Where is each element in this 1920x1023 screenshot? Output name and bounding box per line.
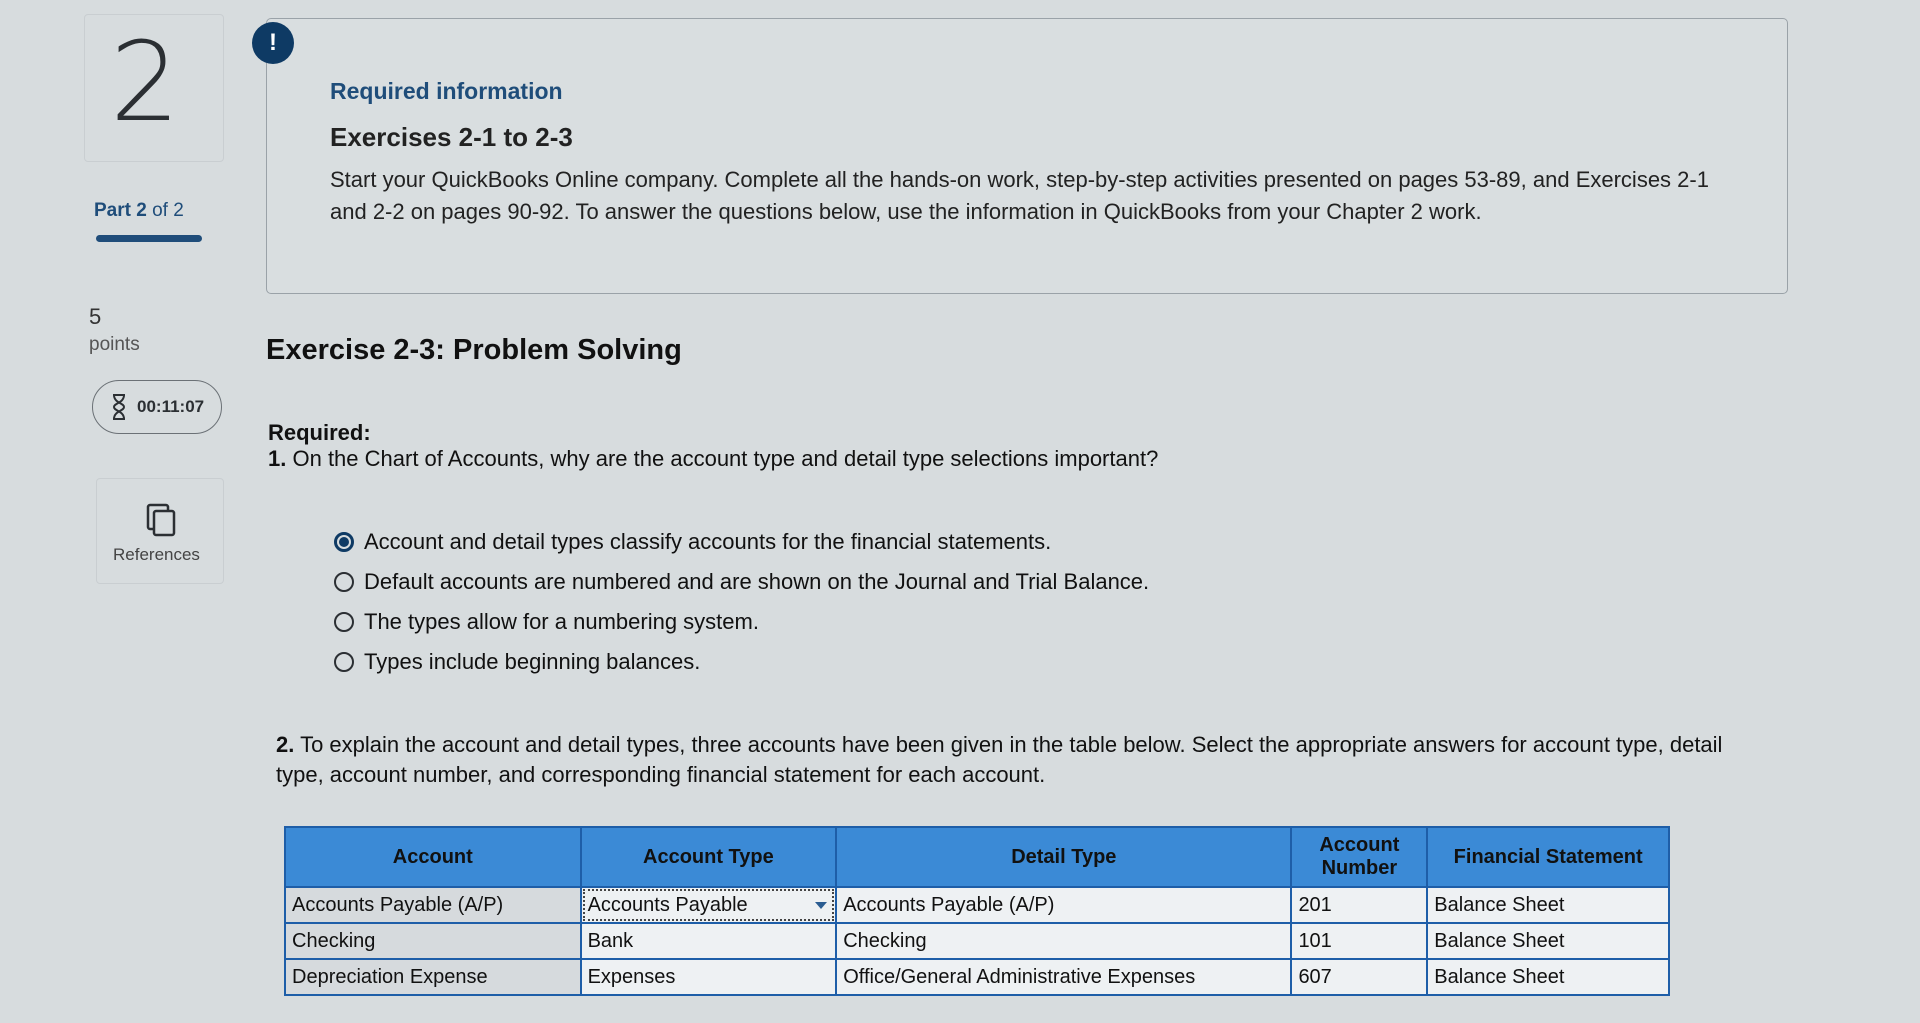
question-1-number: 1. xyxy=(268,446,287,471)
table-row xyxy=(285,959,1669,995)
answer-options xyxy=(334,522,1149,682)
header-account-type: Account Type xyxy=(581,827,837,887)
financial-statement-select[interactable]: Balance Sheet xyxy=(1427,923,1669,959)
detail-type-select[interactable]: Checking xyxy=(836,923,1291,959)
financial-statement-select[interactable]: Balance Sheet xyxy=(1427,887,1669,923)
exercises-title: Exercises 2-1 to 2-3 xyxy=(330,122,573,152)
cell-account: Depreciation Expense xyxy=(285,959,581,995)
info-text: Start your QuickBooks Online company. Complete all the hands-on work, step-by-step activities presented on pages 53-89, and Exercises 2-1 and 2-2 on pages 90-92. To answer the questions below, use the information in QuickBooks from your Chapter 2 work. xyxy=(330,167,1709,224)
part-progress-bar xyxy=(96,235,202,242)
detail-type-select[interactable]: Office/General Administrative Expenses xyxy=(836,959,1291,995)
accounts-table xyxy=(284,826,1670,996)
points-label: points xyxy=(89,334,140,355)
cell-account: Accounts Payable (A/P) xyxy=(285,887,581,923)
question-rail xyxy=(0,0,240,1023)
radio-icon[interactable] xyxy=(334,572,354,592)
account-type-select[interactable]: Expenses xyxy=(581,959,837,995)
hourglass-icon xyxy=(111,394,127,420)
question-1 xyxy=(268,446,1158,472)
detail-type-select[interactable]: Accounts Payable (A/P) xyxy=(836,887,1291,923)
question-2-number: 2. xyxy=(276,732,295,757)
cell-account: Checking xyxy=(285,923,581,959)
question-2 xyxy=(276,730,1746,790)
radio-icon[interactable] xyxy=(334,612,354,632)
timer-button[interactable] xyxy=(92,380,222,434)
account-type-value: Accounts Payable xyxy=(587,893,748,916)
header-account: Account xyxy=(285,827,581,887)
part-label: Part xyxy=(94,200,131,221)
radio-selected-icon[interactable] xyxy=(334,532,354,552)
required-info-heading: Required information xyxy=(330,78,563,104)
header-detail-type: Detail Type xyxy=(836,827,1291,887)
points-value: 5 xyxy=(89,304,102,329)
required-label: Required: xyxy=(268,420,371,445)
account-number-select[interactable]: 201 xyxy=(1291,887,1427,923)
radio-icon[interactable] xyxy=(334,652,354,672)
part-of: of 2 xyxy=(152,200,184,221)
account-type-select[interactable] xyxy=(581,887,837,923)
option-3-label: The types allow for a numbering system. xyxy=(364,609,759,634)
question-number: 2 xyxy=(110,18,180,146)
alert-icon: ! xyxy=(252,22,294,64)
account-number-select[interactable]: 607 xyxy=(1291,959,1427,995)
table-header-row xyxy=(285,827,1669,887)
header-account-number: Account Number xyxy=(1291,827,1427,887)
references-label: References xyxy=(113,545,200,564)
account-number-select[interactable]: 101 xyxy=(1291,923,1427,959)
timer-value: 00:11:07 xyxy=(137,397,205,416)
financial-statement-select[interactable]: Balance Sheet xyxy=(1427,959,1669,995)
question-2-text: To explain the account and detail types, three accounts have been given in the table below. Select the appropriate answers for account type, detail type, account number, and corresponding financial statement for each account. xyxy=(276,732,1723,787)
part-indicator xyxy=(94,200,184,222)
question-1-text: On the Chart of Accounts, why are the account type and detail type selections important? xyxy=(292,446,1159,471)
table-row xyxy=(285,923,1669,959)
option-2[interactable] xyxy=(334,562,1149,602)
option-2-label: Default accounts are numbered and are shown on the Journal and Trial Balance. xyxy=(364,569,1150,594)
option-3[interactable] xyxy=(334,602,1149,642)
exercise-heading: Exercise 2-3: Problem Solving xyxy=(266,334,682,366)
part-current: 2 xyxy=(136,200,147,221)
references-icon xyxy=(146,503,176,537)
option-1[interactable] xyxy=(334,522,1149,562)
dropdown-arrow-icon[interactable] xyxy=(815,902,827,909)
header-financial-statement: Financial Statement xyxy=(1427,827,1669,887)
option-4[interactable] xyxy=(334,642,1149,682)
account-type-select[interactable]: Bank xyxy=(581,923,837,959)
table-row xyxy=(285,887,1669,923)
option-1-label: Account and detail types classify accounts for the financial statements. xyxy=(364,529,1052,554)
option-4-label: Types include beginning balances. xyxy=(364,649,701,674)
required-info-panel xyxy=(266,18,1788,294)
